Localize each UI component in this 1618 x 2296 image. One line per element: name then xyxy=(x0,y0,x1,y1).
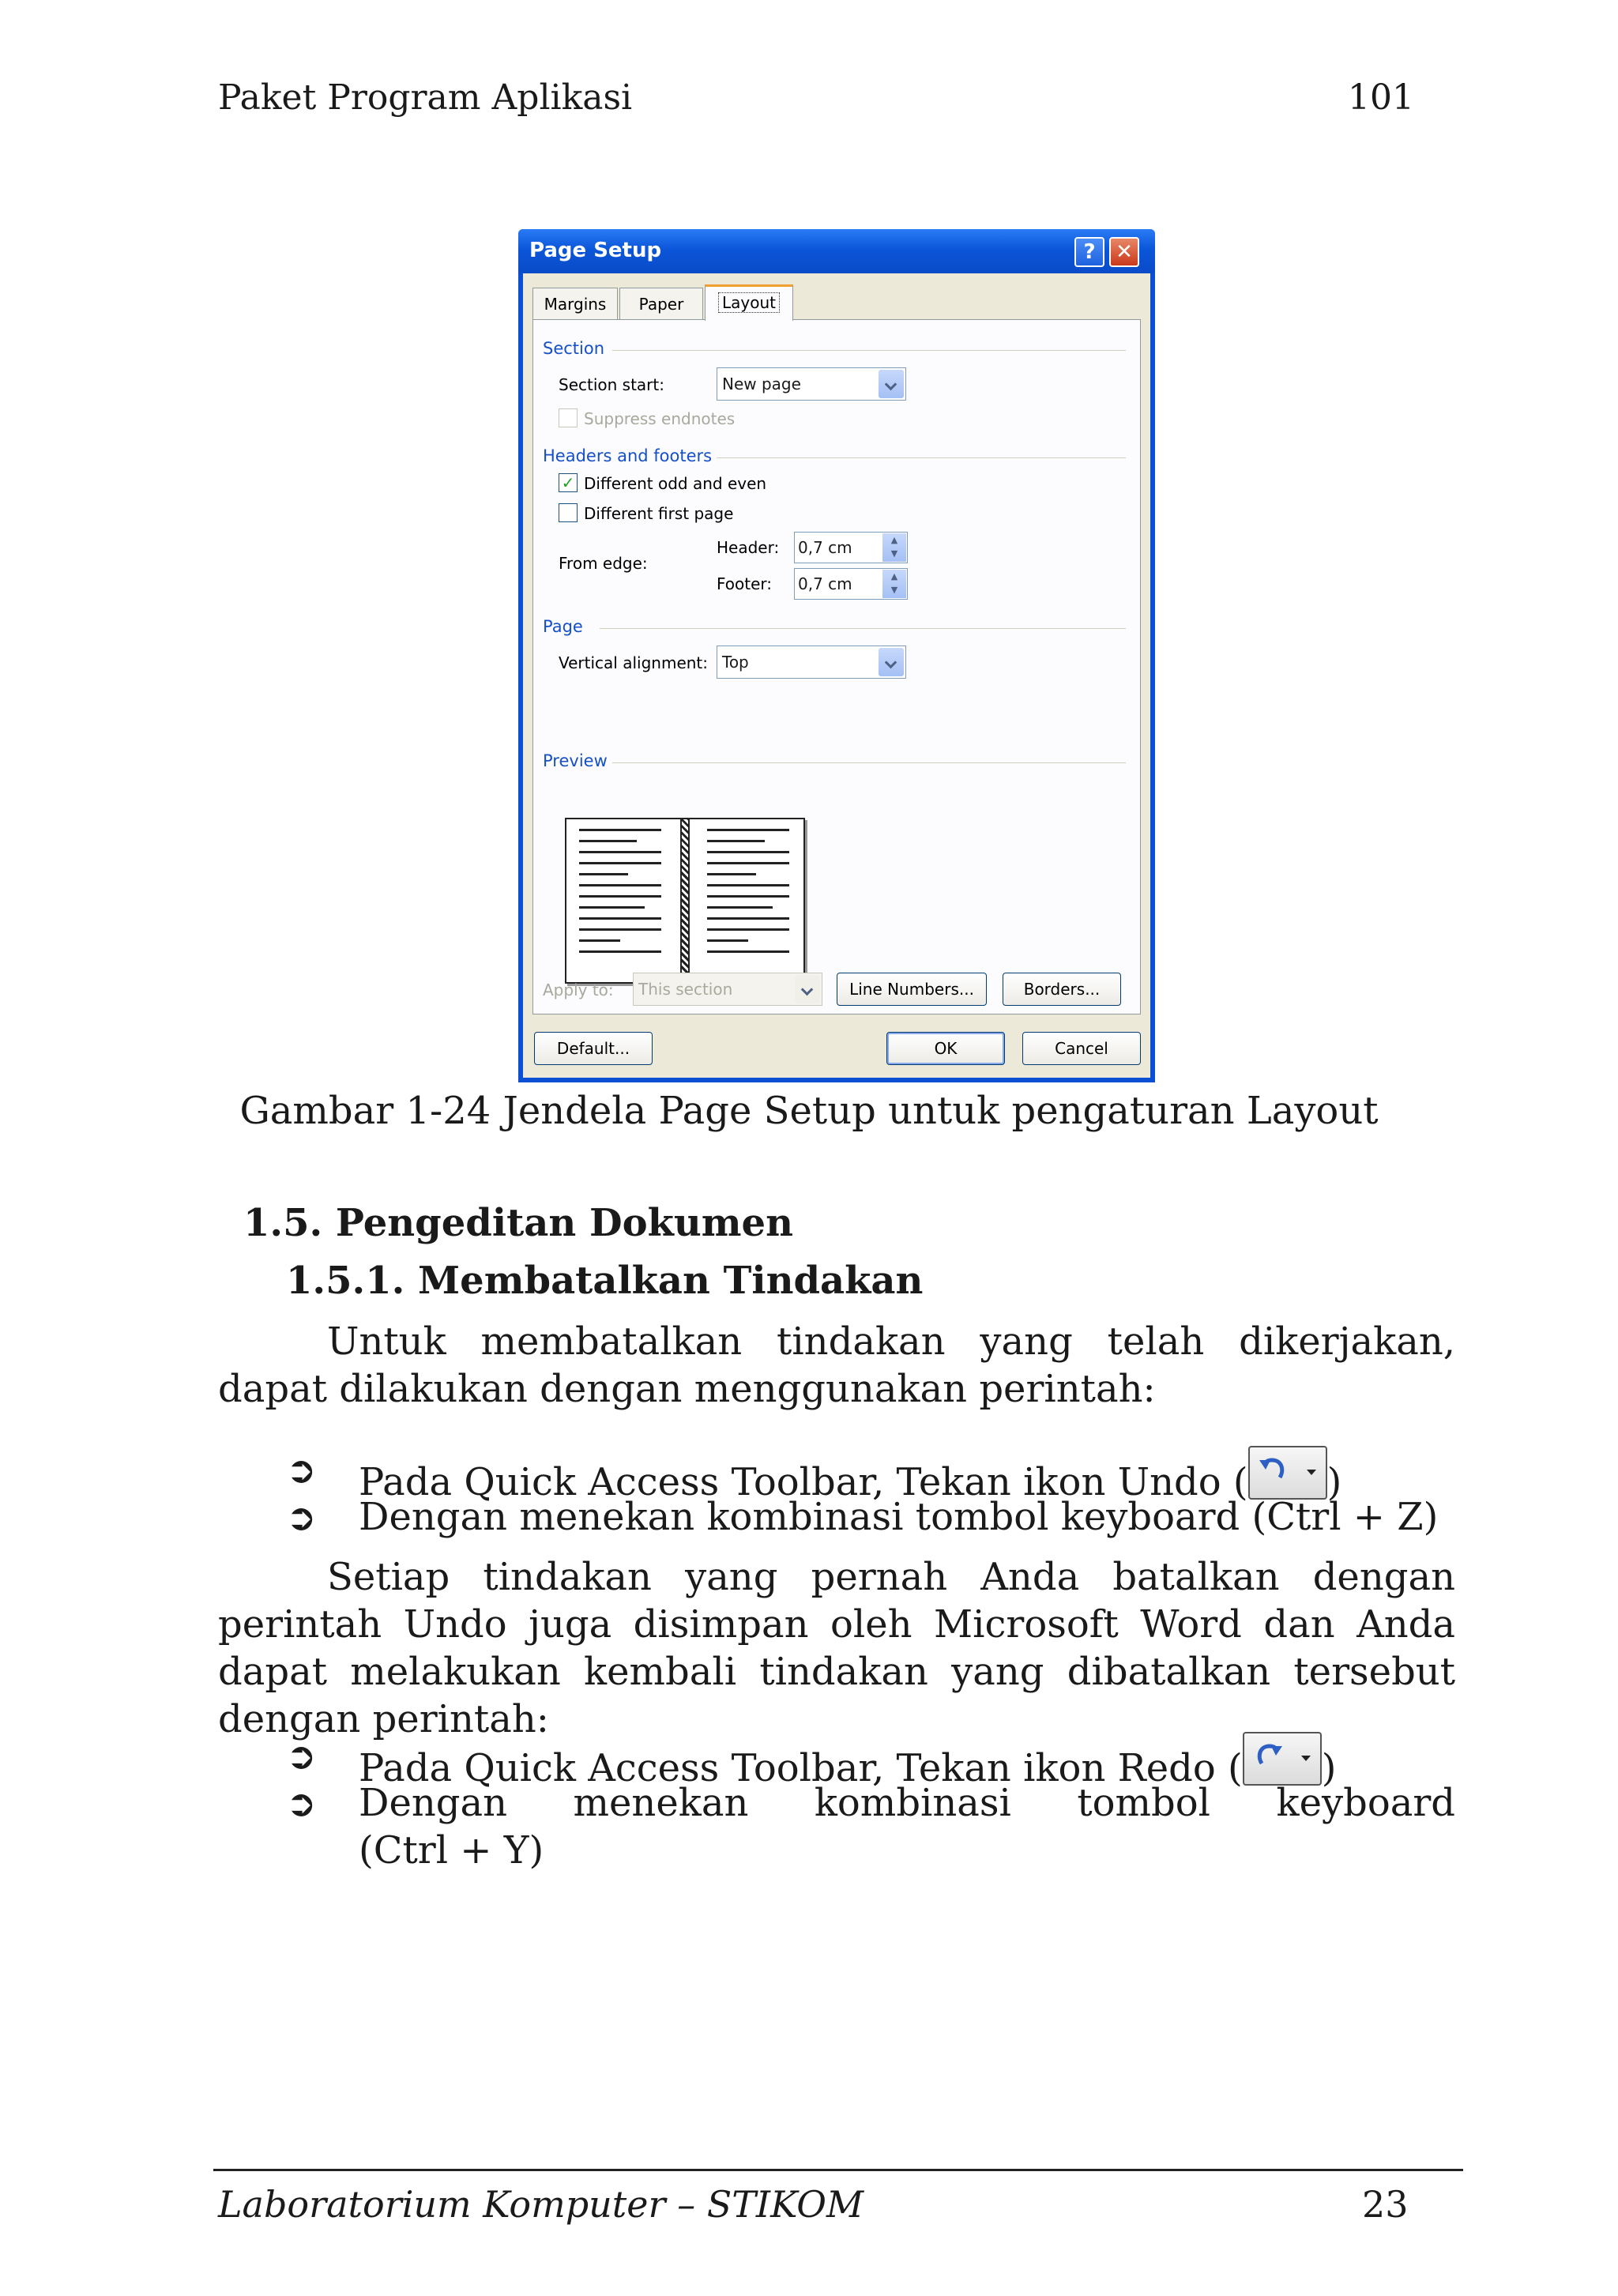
tab-layout-label: Layout xyxy=(718,292,780,313)
subsection-title: 1.5.1. Membatalkan Tindakan xyxy=(286,1259,924,1303)
bullet-text: Dengan menekan kombinasi tombol keyboard (Ctrl + Z) xyxy=(359,1495,1439,1539)
tab-margins[interactable]: Margins xyxy=(532,288,618,319)
running-header-page: 101 xyxy=(1348,77,1414,118)
different-odd-even-label: Different odd and even xyxy=(584,474,767,493)
running-header-title: Paket Program Aplikasi xyxy=(218,77,633,118)
tab-paper[interactable]: Paper xyxy=(619,288,703,319)
bullet-text-end: ) xyxy=(1321,1746,1337,1790)
dialog-body xyxy=(523,273,1150,1078)
group-headers-footers: Headers and footers xyxy=(543,446,713,465)
group-section: Section xyxy=(543,339,605,358)
arrow-bullet-icon: ➲ xyxy=(286,1448,317,1491)
arrow-bullet-icon: ➲ xyxy=(286,1496,317,1538)
different-odd-even-checkbox[interactable]: ✓ xyxy=(559,473,578,492)
bullet-text-end: ) xyxy=(1326,1460,1342,1504)
paragraph-redo-intro xyxy=(218,1553,1455,1743)
section-start-label: Section start: xyxy=(559,375,664,394)
paragraph-text: Untuk membatalkan tindakan yang telah dikerjakan, dapat dilakukan dengan menggunakan perintah: xyxy=(218,1319,1455,1411)
spinner-icon[interactable]: ▲ ▼ xyxy=(882,570,906,598)
apply-to-label: Apply to: xyxy=(543,981,614,999)
ok-button[interactable]: OK xyxy=(886,1032,1005,1065)
vertical-alignment-label: Vertical alignment: xyxy=(559,653,709,672)
layout-preview-image xyxy=(565,818,805,984)
undo-icon xyxy=(1248,1446,1327,1500)
default-button[interactable]: Default... xyxy=(534,1032,653,1065)
different-first-page-checkbox[interactable] xyxy=(559,503,578,522)
footer-title: Laboratorium Komputer – STIKOM xyxy=(218,2183,864,2226)
vertical-alignment-select[interactable] xyxy=(717,646,906,679)
group-preview: Preview xyxy=(543,751,608,770)
spinner-icon[interactable]: ▲ ▼ xyxy=(882,533,906,562)
figure-caption: Gambar 1-24 Jendela Page Setup untuk pengaturan Layout xyxy=(239,1089,1379,1133)
preview-left-page xyxy=(579,829,661,971)
bullet-text: Pada Quick Access Toolbar, Tekan ikon Undo ( xyxy=(359,1460,1248,1504)
bullet-redo-keyboard xyxy=(286,1779,1455,1874)
section-start-select[interactable] xyxy=(717,367,906,401)
close-icon[interactable]: ✕ xyxy=(1109,237,1139,267)
footer-rule xyxy=(213,2169,1463,2171)
line-numbers-button[interactable]: Line Numbers... xyxy=(837,973,987,1006)
help-icon[interactable]: ? xyxy=(1074,237,1104,267)
header-distance-label: Header: xyxy=(717,538,780,557)
group-divider xyxy=(612,762,1126,763)
suppress-endnotes-checkbox[interactable] xyxy=(559,408,578,427)
bullet-text: Pada Quick Access Toolbar, Tekan ikon Redo ( xyxy=(359,1746,1243,1790)
preview-right-page xyxy=(707,829,789,971)
borders-button[interactable]: Borders... xyxy=(1003,973,1121,1006)
arrow-bullet-icon: ➲ xyxy=(286,1782,317,1824)
vertical-alignment-value: Top xyxy=(722,653,749,672)
section-start-value: New page xyxy=(722,375,801,393)
layout-panel xyxy=(532,319,1141,1014)
page-setup-dialog xyxy=(518,229,1155,1082)
dropdown-arrow-icon xyxy=(879,648,904,676)
preview-binding xyxy=(680,819,690,982)
cancel-button[interactable]: Cancel xyxy=(1022,1032,1141,1065)
bullet-text-continued: (Ctrl + Y) xyxy=(359,1828,544,1873)
group-page: Page xyxy=(543,617,583,636)
different-first-page-label: Different first page xyxy=(584,504,734,523)
tab-layout[interactable] xyxy=(705,284,793,321)
header-distance-value: 0,7 cm xyxy=(798,538,852,557)
footer-distance-label: Footer: xyxy=(717,574,773,593)
page-number: 23 xyxy=(1362,2183,1409,2226)
redo-icon xyxy=(1243,1732,1322,1786)
group-divider xyxy=(717,457,1126,458)
apply-to-value: This section xyxy=(638,980,733,999)
dropdown-arrow-icon xyxy=(879,370,904,398)
dialog-title-bar xyxy=(518,229,1155,273)
suppress-endnotes-label: Suppress endnotes xyxy=(584,409,736,428)
apply-to-select[interactable] xyxy=(633,973,822,1006)
dropdown-arrow-icon xyxy=(795,975,820,1003)
bullet-text: Dengan menekan kombinasi tombol keyboard xyxy=(359,1781,1455,1825)
from-edge-label: From edge: xyxy=(559,554,648,573)
paragraph-text: Setiap tindakan yang pernah Anda batalkan dengan perintah Undo juga disimpan oleh Microsoft Word dan Anda dapat melakukan kembali tindakan yang dibatalkan tersebut dengan perintah: xyxy=(218,1555,1455,1741)
section-title: 1.5. Pengeditan Dokumen xyxy=(243,1201,793,1245)
dialog-title: Page Setup xyxy=(529,239,662,262)
paragraph-undo-intro xyxy=(218,1318,1455,1413)
footer-distance-value: 0,7 cm xyxy=(798,574,852,593)
header-distance-input[interactable] xyxy=(794,532,908,563)
group-divider xyxy=(612,350,1126,351)
footer-distance-input[interactable] xyxy=(794,568,908,600)
arrow-bullet-icon: ➲ xyxy=(286,1734,317,1777)
group-divider xyxy=(600,628,1126,629)
